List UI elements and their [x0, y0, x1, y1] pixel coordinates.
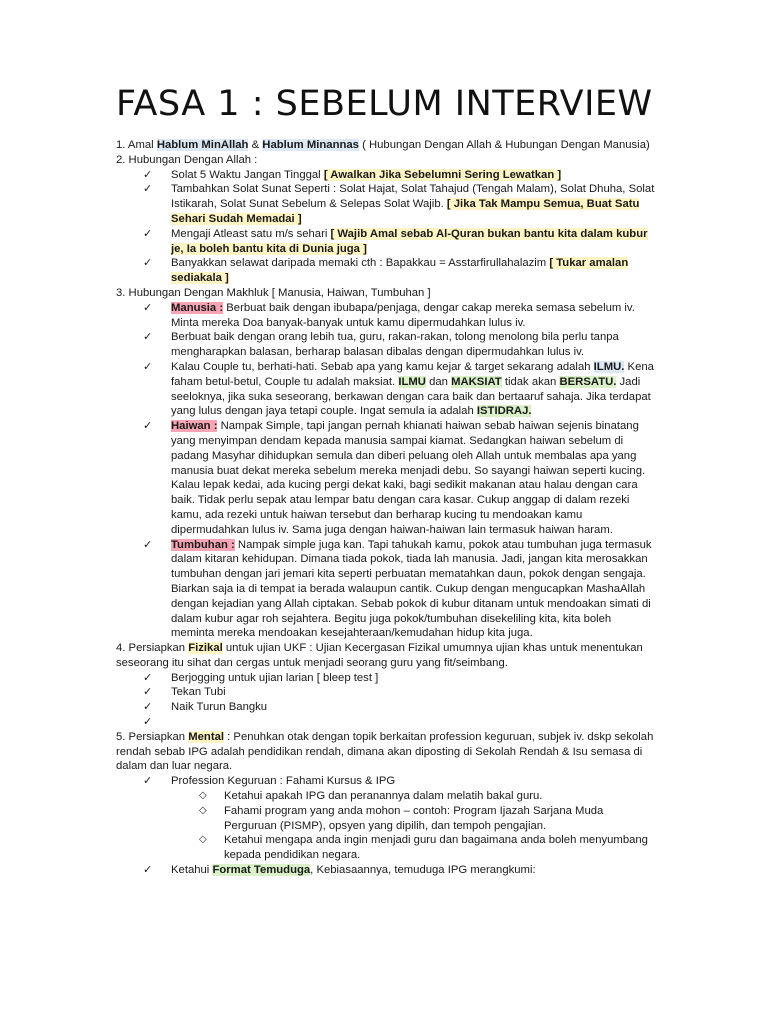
page-title: FASA 1 : SEBELUM INTERVIEW	[116, 84, 653, 124]
label-manusia: Manusia :	[171, 301, 224, 314]
highlight-hablum-minallah: Hablum MinAllah	[156, 139, 249, 151]
checkmark-icon: ✓	[143, 331, 153, 344]
checkmark-icon: ✓	[143, 775, 153, 788]
checkmark-icon: ✓	[143, 257, 153, 270]
list-item: ✓ Haiwan : Nampak Simple, tapi jangan pernah khianati haiwan sebab haiwan sejenis binatang yang menyimpan dendam kepada manusia sampai kiamat. Sedangkan haiwan sebelum di padang Masyhar dihidupkan semula dan diberi peluang oleh Allah untuk membalas apa yang manusia buat dekat mereka sebelum mereka menjadi debu. So sayangi haiwan seperti kucing. Kalau lepak kedai, ada kucing pergi dekat kaki, bagi sedikit makanan atau halau dengan cara baik. Tidak perlu sepak atau lempar batu dengan cara kasar. Cukup anggap di dalam rezeki kamu, ada rezeki untuk haiwan tersebut dan berharap kucing tu mendoakan kamu dipermudahkan lulus iv. Sama juga dengan haiwan-haiwan lain termasuk haiwan haram.	[143, 420, 646, 536]
label-haiwan: Haiwan :	[171, 420, 218, 433]
list-item: ✓ Berbuat baik dengan orang lebih tua, guru, rakan-rakan, tolong menolong bila perlu tanpa mengharapkan balasan, berharap balasan dibalas dengan dipermudahkan lulus iv.	[143, 331, 619, 359]
highlight-hablum-minannas: Hablum Minannas	[262, 139, 359, 151]
checkmark-icon: ✓	[143, 301, 153, 314]
checkmark-icon: ✓	[143, 538, 153, 551]
document-body	[116, 138, 656, 878]
highlight-format-temuduga: Format Temuduga	[212, 864, 311, 877]
diamond-bullet-icon: ◇	[199, 790, 207, 802]
checkmark-icon: ✓	[143, 420, 153, 433]
list-item: ✓ Banyakkan selawat daripada memaki cth : Bapakkau = Asstarfirullahalazim [ Tukar amalan sediakala ]	[143, 257, 629, 285]
list-item: ✓ Manusia : Berbuat baik dengan ibubapa/penjaga, dengar cakap mereka semasa sebelum iv. Minta mereka Doa banyak-banyak untuk kamu dipermudahkan lulus iv.	[143, 301, 635, 329]
list-item: ✓ Solat 5 Waktu Jangan Tinggal [ Awalkan Jika Sebelumni Sering Lewatkan ]	[143, 168, 562, 181]
section-1: 1. Amal Hablum MinAllah & Hablum Minannas ( Hubungan Dengan Allah & Hubungan Dengan Manusia)	[116, 139, 650, 151]
highlight-mental: Mental	[188, 730, 224, 743]
diamond-bullet-icon: ◇	[199, 834, 207, 846]
sub-list-item: ◇ Fahami program yang anda mohon – contoh: Program Ijazah Sarjana Muda Perguruan (PISMP), opsyen yang dipilih, dan tempoh pengajian.	[199, 804, 604, 832]
list-item: ✓ Berjogging untuk ujian larian [ bleep test ]	[143, 671, 379, 684]
section-4: 4. Persiapkan Fizikal untuk ujian UKF : Ujian Kecergasan Fizikal umumnya ujian khas untuk menentukan seseorang itu sihat dan cergas untuk menjadi seorang guru yang fit/seimbang.	[116, 642, 643, 669]
list-item-empty	[116, 715, 656, 730]
list-item: ✓ Tumbuhan : Nampak simple juga kan. Tapi tahukah kamu, pokok atau tumbuhan juga termasuk dalam kitaran kehidupan. Dimana tiada pokok, tiada lah manusia. Jadi, jangan kita merosakkan tumbuhan dengan jari jemari kita seperti perbuatan mematahkan daun, pokok dengan sengaja. Biarkan saja ia di tempat ia berada walaupun cantik. Cukup dengan mengucapkan MashaAllah dengan kejadian yang Allah ciptakan. Sebab pokok di kubur ditanam untuk mendoakan simati di dalam kubur agar roh sejahtera. Begitu juga pokok/tumbuhan disekeliling kita, kita boleh meminta mereka mendoakan kesejahteraan/kemudahan hidup kita juga.	[143, 538, 652, 640]
checkmark-icon: ✓	[143, 864, 153, 877]
highlight-fizikal: Fizikal	[188, 642, 223, 655]
sub-list-item: ◇ Ketahui mengapa anda ingin menjadi guru dan bagaimana anda boleh menyumbang kepada pendidikan negara.	[199, 834, 648, 862]
checkmark-icon: ✓	[143, 183, 153, 196]
checkmark-icon: ✓	[143, 686, 153, 699]
checkmark-icon: ✓	[143, 701, 153, 714]
label-tumbuhan: Tumbuhan :	[171, 538, 235, 551]
checkmark-icon: ✓	[143, 168, 153, 181]
list-item: ✓ Naik Turun Bangku	[143, 701, 268, 714]
list-item: ✓ Ketahui Format Temuduga, Kebiasaannya, temuduga IPG merangkumi:	[143, 864, 536, 877]
section-2-heading: 2. Hubungan Dengan Allah :	[116, 153, 258, 166]
checkmark-icon: ✓	[143, 360, 153, 373]
checkmark-icon: ✓	[143, 227, 153, 240]
list-item: ✓ Profession Keguruan : Fahami Kursus & IPG	[143, 775, 396, 788]
section-5: 5. Persiapkan Mental : Penuhkan otak dengan topik berkaitan profession keguruan, subjek iv. dskp sekolah rendah sebab IPG adalah pendidikan rendah, dimana akan diposting di Sekolah Rendah & Isu semasa di dalam dan luar negara.	[116, 730, 654, 773]
list-item: ✓ Mengaji Atleast satu m/s sehari [ Wajib Amal sebab Al-Quran bukan bantu kita dalam kubur je, Ia boleh bantu kita di Dunia juga ]	[143, 227, 648, 255]
list-item: ✓ Kalau Couple tu, berhati-hati. Sebab apa yang kamu kejar & target sekarang adalah ILMU. Kena faham betul-betul, Couple tu adalah maksiat. ILMU dan MAKSIAT tidak akan BERSATU. Jadi seeloknya, jika suka seseorang, berkawan dengan cara baik dan bertaaruf sahaja. Jika terdapat yang lulus dengan jaya tetapi couple. Ingat semula ia adalah ISTIDRAJ.	[143, 360, 654, 418]
section-3-heading: 3. Hubungan Dengan Makhluk [ Manusia, Haiwan, Tumbuhan ]	[116, 286, 431, 299]
checkmark-icon: ✓	[143, 716, 153, 729]
list-item: ✓ Tekan Tubi	[143, 686, 226, 699]
sub-list-item: ◇ Ketahui apakah IPG dan peranannya dalam melatih bakal guru.	[199, 790, 543, 803]
checkmark-icon: ✓	[143, 671, 153, 684]
diamond-bullet-icon: ◇	[199, 804, 207, 816]
list-item: ✓ Tambahkan Solat Sunat Seperti : Solat Hajat, Solat Tahajud (Tengah Malam), Solat Dhuha, Solat Istikarah, Solat Sunat Sebelum & Selepas Solat Wajib. [ Jika Tak Mampu Semua, Buat Satu Sehari Sudah Memadai ]	[143, 183, 655, 225]
